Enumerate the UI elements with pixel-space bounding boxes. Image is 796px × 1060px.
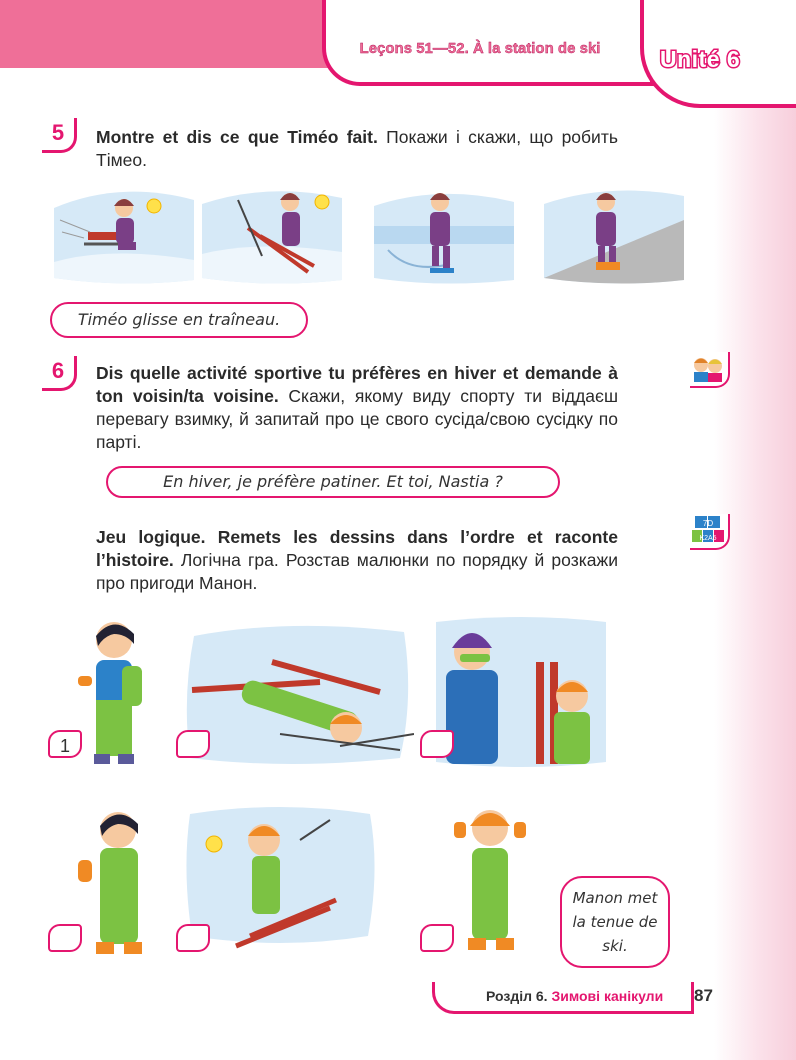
order-box-1[interactable]: 1: [48, 730, 82, 758]
timeo-rollerblading-picture: [540, 180, 688, 286]
exercise-6-title-fr: Dis quelle activité sportive tu préfères en hiver et demande à ton voisin/ta voisine.: [96, 363, 618, 406]
exercise-7-title-fr: Jeu logique. Remets les dessins dans l’ordre et raconte l’histoire.: [96, 527, 618, 570]
order-box-2[interactable]: [176, 730, 210, 758]
manon-skiing-downhill-picture: [180, 800, 380, 950]
order-box-4[interactable]: [48, 924, 82, 952]
exercise-number-6: 6: [42, 356, 77, 391]
side-strip: [714, 100, 796, 1060]
example-bubble-ex5: Timéo glisse en traîneau.: [50, 302, 308, 338]
manon-falling-picture: [180, 618, 414, 768]
page-number: 87: [694, 986, 713, 1005]
order-box-5[interactable]: [176, 924, 210, 952]
logic-blocks-icon: [690, 514, 730, 550]
exercise-6-instructions: [96, 362, 618, 454]
svg-text:7D: 7D: [702, 519, 714, 528]
exercise-6-title-ua: Скажи, якому виду спорту ти віддаєш перевагу взимку, й запитай про це свого сусіда/свою сусідку по парті.: [96, 386, 618, 452]
exercise-number-5: 5: [42, 118, 77, 153]
footer-section-title: Зимові канікули: [551, 988, 664, 1004]
timeo-sledding-picture: [50, 180, 198, 286]
footer-section-label: Розділ 6.: [486, 988, 548, 1004]
pair-work-icon: [690, 352, 730, 388]
footer-section: [486, 988, 663, 1004]
exercise-7-title-ua: Логічна гра. Розстав малюнки по порядку й розкажи про пригоди Манон.: [96, 550, 618, 593]
timeo-skating-picture: [370, 180, 518, 286]
exercise-7-instructions: [96, 526, 618, 595]
manon-putting-on-gloves-picture: [70, 800, 170, 960]
manon-putting-on-helmet-picture: [440, 796, 540, 956]
exercise-5-title-ua: Покажи і скажи, що робить Тімео.: [96, 127, 618, 170]
manon-speech-bubble: Manon met la tenue de ski.: [560, 876, 670, 968]
manon-putting-on-backpack-picture: [66, 610, 166, 780]
lesson-title: Leçons 51—52. À la station de ski: [359, 40, 601, 57]
manon-with-instructor-picture: [432, 612, 610, 772]
svg-text:K2A5: K2A5: [699, 535, 717, 542]
order-box-6[interactable]: [420, 924, 454, 952]
exercise-5-title-fr: Montre et dis ce que Timéo fait.: [96, 127, 378, 147]
order-box-3[interactable]: [420, 730, 454, 758]
timeo-skiing-picture: [198, 180, 346, 286]
unit-title: Unité 6: [660, 46, 741, 72]
example-bubble-ex6: En hiver, je préfère patiner. Et toi, Nastia ?: [106, 466, 560, 498]
exercise-5-instructions: [96, 126, 618, 172]
